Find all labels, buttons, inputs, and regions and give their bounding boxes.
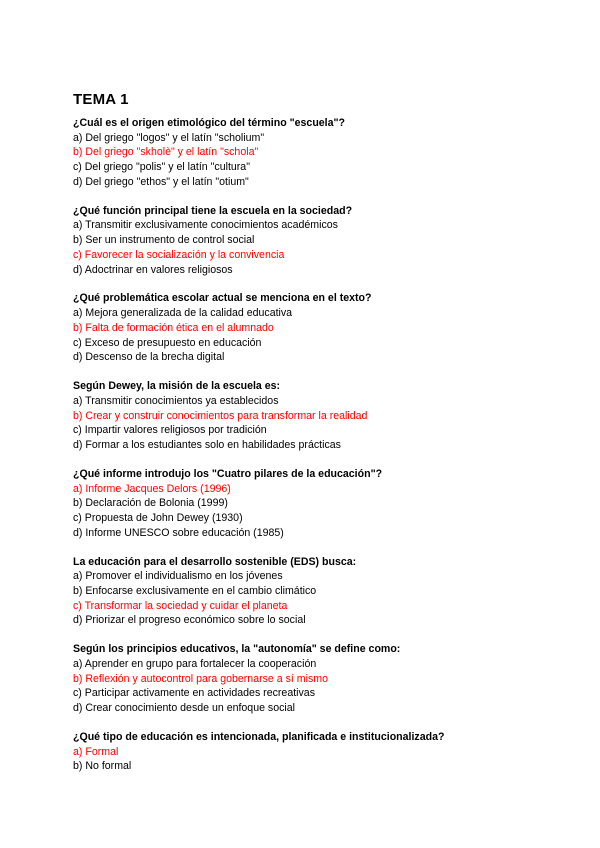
question-text: La educación para el desarrollo sostenible (EDS) busca: xyxy=(73,555,357,568)
question-block xyxy=(73,642,573,716)
answer-option: b) No formal xyxy=(73,760,132,773)
question-block xyxy=(73,204,573,278)
answer-option-correct: b) Del griego "skholè" y el latín "schola" xyxy=(73,146,259,159)
answer-option: a) Aprender en grupo para fortalecer la cooperación xyxy=(73,657,317,670)
question-block xyxy=(73,555,573,629)
question-text: ¿Qué tipo de educación es intencionada, planificada e institucionalizada? xyxy=(73,730,445,743)
answer-option: c) Exceso de presupuesto en educación xyxy=(73,336,262,349)
question-text: Según los principios educativos, la "autonomía" se define como: xyxy=(73,643,401,656)
page-title: TEMA 1 xyxy=(73,91,129,108)
answer-option: b) Ser un instrumento de control social xyxy=(73,234,255,247)
answer-option: c) Del griego "polis" y el latín "cultura" xyxy=(73,161,250,174)
answer-option: a) Transmitir exclusivamente conocimientos académicos xyxy=(73,219,338,232)
answer-option: c) Propuesta de John Dewey (1930) xyxy=(73,511,243,524)
answer-option-correct: b) Crear y construir conocimientos para transformar la realidad xyxy=(73,409,368,422)
question-text: ¿Qué informe introdujo los "Cuatro pilares de la educación"? xyxy=(73,467,383,480)
answer-option: c) Impartir valores religiosos por tradición xyxy=(73,424,267,437)
answer-option: d) Descenso de la brecha digital xyxy=(73,351,225,364)
question-text: ¿Qué problemática escolar actual se menciona en el texto? xyxy=(73,292,372,305)
answer-option: c) Participar activamente en actividades recreativas xyxy=(73,687,315,700)
question-block xyxy=(73,379,573,453)
answer-option: d) Crear conocimiento desde un enfoque social xyxy=(73,702,296,715)
answer-option-correct: c) Favorecer la socialización y la convivencia xyxy=(73,248,285,261)
answer-option: b) Declaración de Bolonia (1999) xyxy=(73,497,228,510)
question-block xyxy=(73,467,573,541)
answer-option: a) Del griego "logos" y el latín "scholium" xyxy=(73,131,265,144)
answer-option: d) Del griego "ethos" y el latín "otium" xyxy=(73,175,249,188)
answer-option-correct: b) Reflexión y autocontrol para gobernarse a sí mismo xyxy=(73,672,328,685)
question-block xyxy=(73,291,573,365)
answer-option: d) Informe UNESCO sobre educación (1985) xyxy=(73,526,284,539)
answer-option-correct: b) Falta de formación ética en el alumnado xyxy=(73,321,274,334)
answer-option: d) Priorizar el progreso económico sobre lo social xyxy=(73,614,306,627)
answer-option: a) Mejora generalizada de la calidad educativa xyxy=(73,307,293,320)
question-list xyxy=(73,116,573,788)
answer-option-correct: a) Formal xyxy=(73,745,119,758)
answer-option: a) Transmitir conocimientos ya establecidos xyxy=(73,394,279,407)
question-block xyxy=(73,116,573,190)
question-text: ¿Cuál es el origen etimológico del término "escuela"? xyxy=(73,117,346,129)
answer-option: d) Adoctrinar en valores religiosos xyxy=(73,263,233,276)
question-text: ¿Qué función principal tiene la escuela en la sociedad? xyxy=(73,204,353,217)
answer-option: d) Formar a los estudiantes solo en habilidades prácticas xyxy=(73,438,341,451)
answer-option: a) Promover el individualismo en los jóvenes xyxy=(73,570,283,583)
question-text: Según Dewey, la misión de la escuela es: xyxy=(73,380,281,393)
question-block xyxy=(73,730,573,774)
answer-option-correct: a) Informe Jacques Delors (1996) xyxy=(73,482,231,495)
answer-option-correct: c) Transformar la sociedad y cuidar el planeta xyxy=(73,599,288,612)
answer-option: b) Enfocarse exclusivamente en el cambio climático xyxy=(73,584,317,597)
